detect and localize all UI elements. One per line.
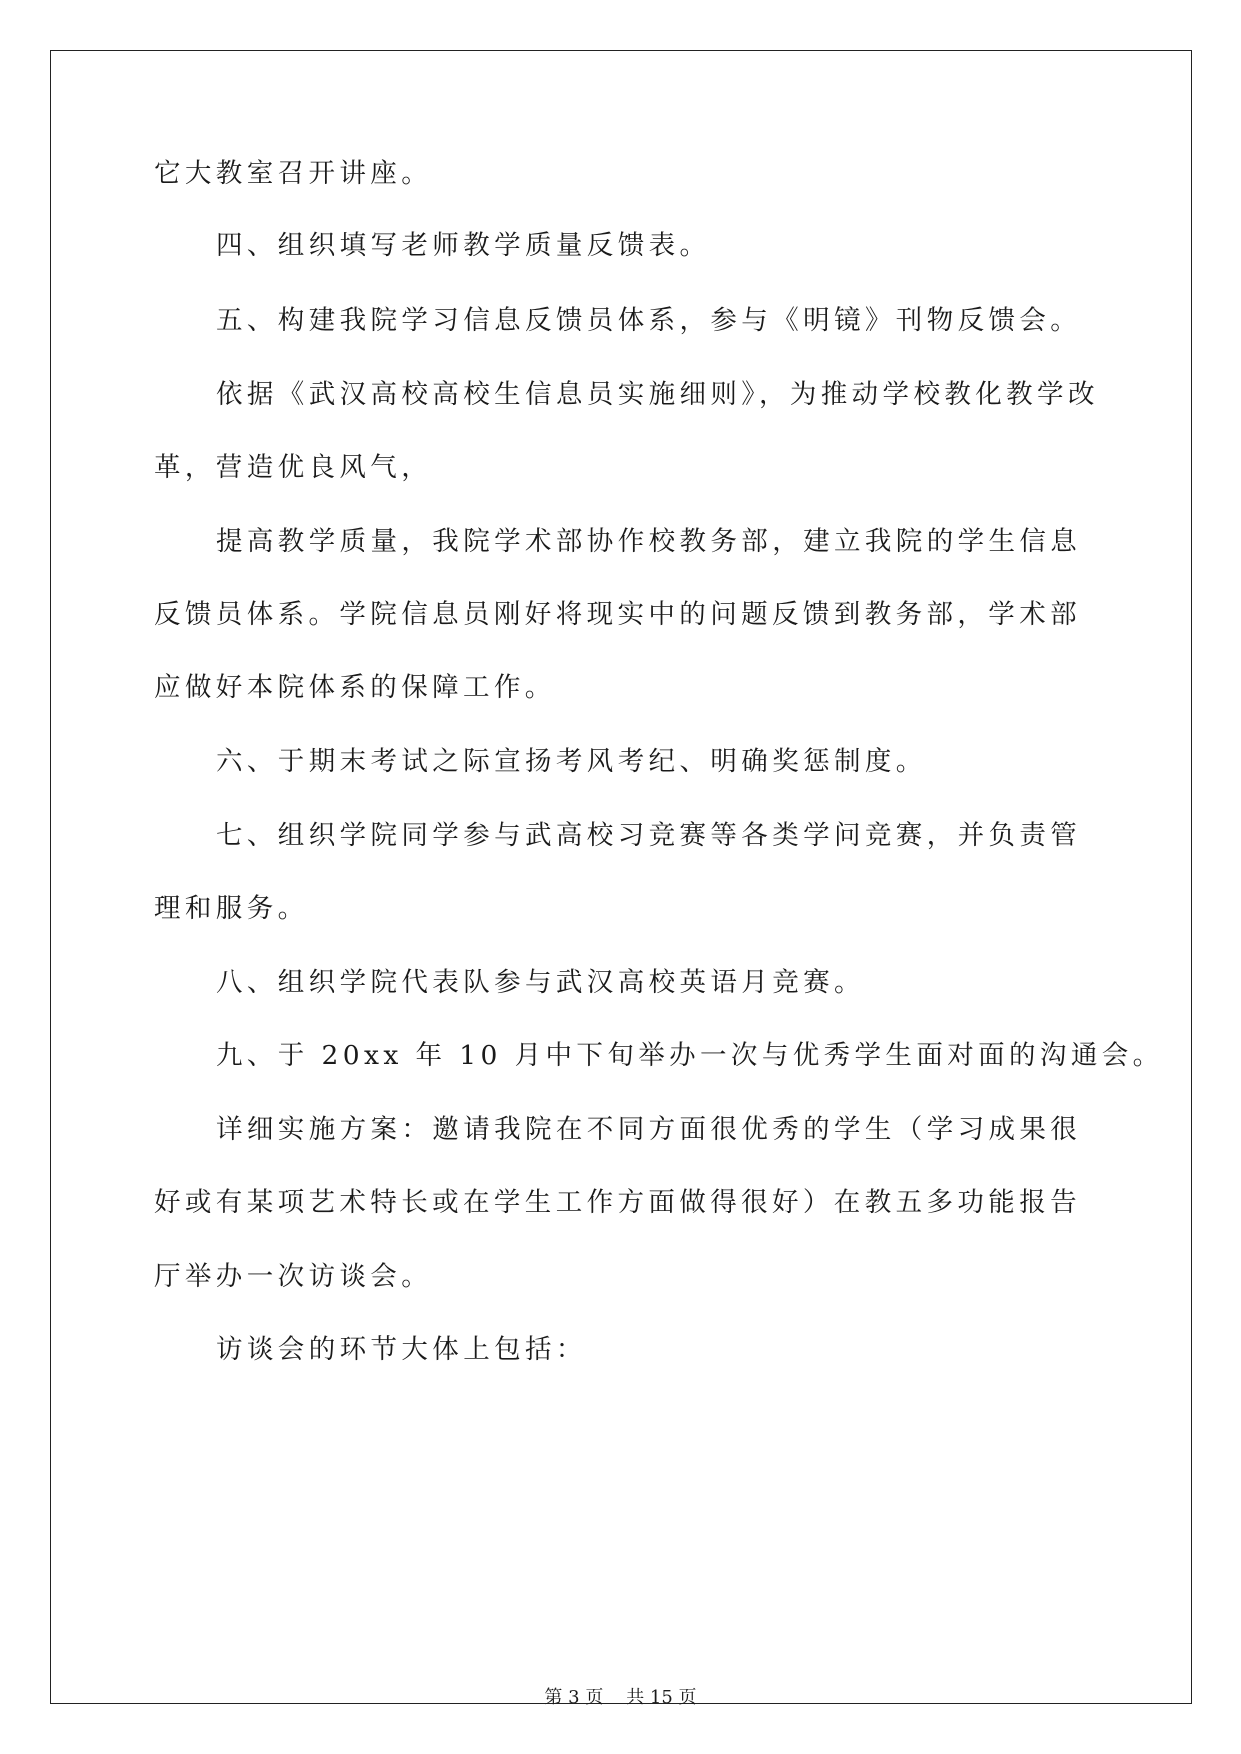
text-line-6: 提高教学质量，我院学术部协作校教务部，建立我院的学生信息 xyxy=(216,526,1082,557)
text-line-7: 反馈员体系。学院信息员刚好将现实中的问题反馈到教务部，学术部 xyxy=(154,599,1081,630)
page-border xyxy=(50,50,1192,1704)
text-line-1: 它大教室召开讲座。 xyxy=(154,158,433,189)
text-line-14: 详细实施方案：邀请我院在不同方面很优秀的学生（学习成果很 xyxy=(216,1114,1082,1145)
text-line-8: 应做好本院体系的保障工作。 xyxy=(154,672,556,703)
page-number-footer: 第 3 页 共 15 页 xyxy=(544,1687,697,1708)
text-line-3: 五、构建我院学习信息反馈员体系，参与《明镜》刊物反馈会。 xyxy=(216,305,1082,336)
text-line-5: 革，营造优良风气， xyxy=(154,452,433,483)
text-line-13: 九、于 20xx 年 10 月中下旬举办一次与优秀学生面对面的沟通会。 xyxy=(216,1040,1164,1071)
text-line-12: 八、组织学院代表队参与武汉高校英语月竞赛。 xyxy=(216,967,865,998)
text-line-10: 七、组织学院同学参与武高校习竞赛等各类学问竞赛，并负责管 xyxy=(216,820,1082,851)
text-line-16: 厅举办一次访谈会。 xyxy=(154,1261,433,1292)
text-line-15: 好或有某项艺术特长或在学生工作方面做得很好）在教五多功能报告 xyxy=(154,1187,1081,1218)
text-line-11: 理和服务。 xyxy=(154,893,309,924)
text-line-2: 四、组织填写老师教学质量反馈表。 xyxy=(216,230,711,261)
text-line-4: 依据《武汉高校高校生信息员实施细则》，为推动学校教化教学改 xyxy=(216,379,1099,410)
text-line-17: 访谈会的环节大体上包括： xyxy=(216,1334,587,1365)
text-line-9: 六、于期末考试之际宣扬考风考纪、明确奖惩制度。 xyxy=(216,746,927,777)
